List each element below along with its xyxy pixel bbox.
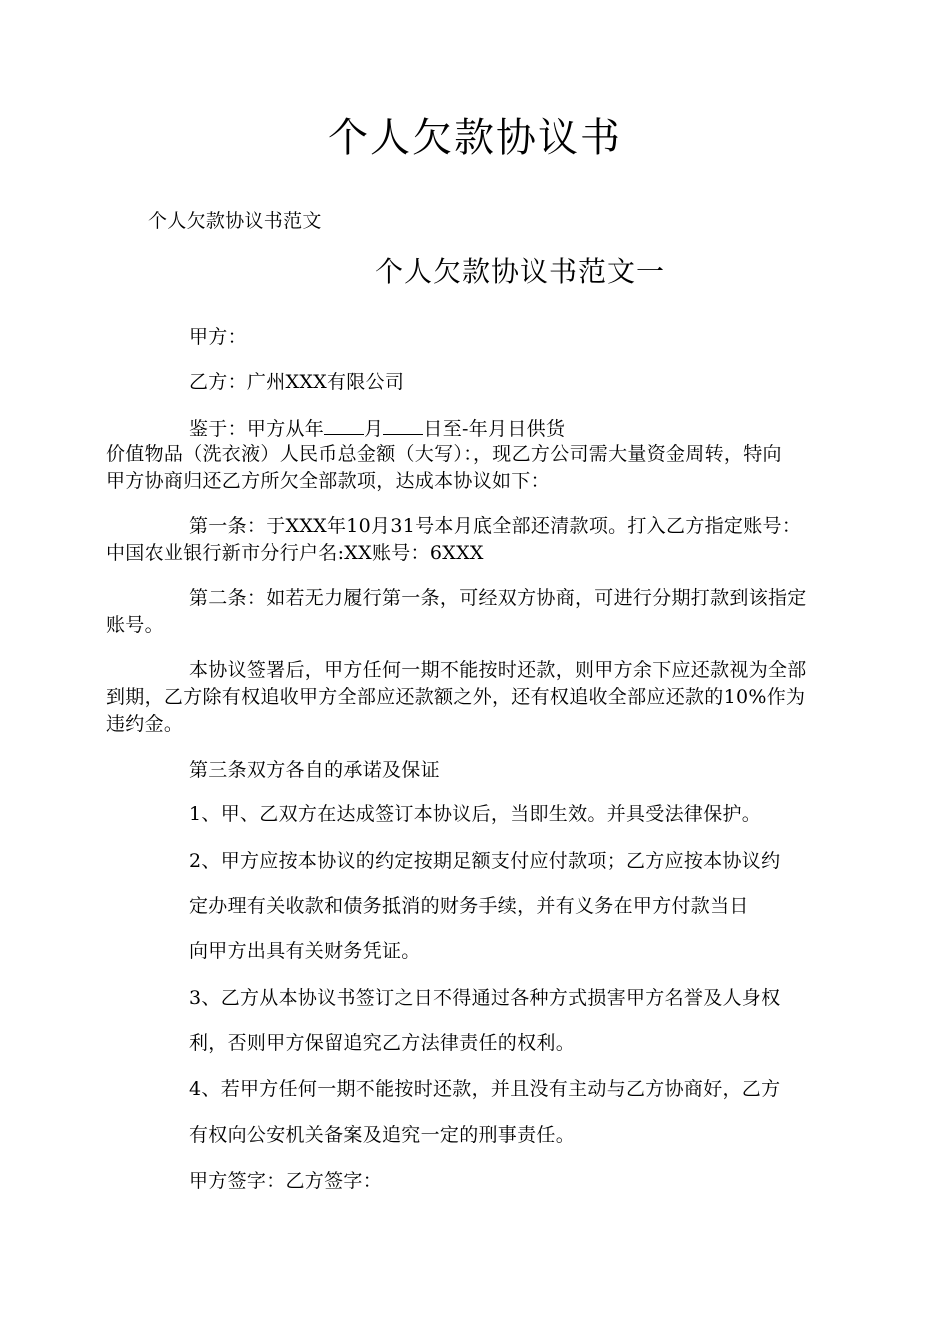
penalty-line-1: 本协议签署后，甲方任何一期不能按时还款，则甲方余下应还款视为全部 xyxy=(189,659,807,681)
penalty-line-3: 违约金。 xyxy=(106,713,184,735)
article1-line-2: 中国农业银行新市分行户名:XX账号：6XXX xyxy=(106,542,484,564)
signature-line: 甲方签字：乙方签字： xyxy=(189,1170,383,1192)
article2-line-2: 账号。 xyxy=(106,614,164,636)
party-b-line: 乙方：广州XXX有限公司 xyxy=(189,371,405,393)
blank-field-month xyxy=(383,418,423,435)
item1-line: 1、甲、乙双方在达成签订本协议后，当即生效。并具受法律保护。 xyxy=(189,803,762,825)
item3-line-1: 3、乙方从本协议书签订之日不得通过各种方式损害甲方名誉及人身权 xyxy=(189,987,781,1009)
item4-line-1: 4、若甲方任何一期不能按时还款，并且没有主动与乙方协商好，乙方 xyxy=(189,1078,781,1100)
whereas-prefix: 鉴于：甲方从年 xyxy=(189,418,325,440)
whereas-line-2: 价值物品（洗衣液）人民币总金额（大写）：，现乙方公司需大量资金周转，特向 xyxy=(106,443,782,465)
whereas-mid2: 日至-年月日供货 xyxy=(423,418,566,440)
item4-line-2: 有权向公安机关备案及追究一定的刑事责任。 xyxy=(189,1124,576,1146)
item2-line-3: 向甲方出具有关财务凭证。 xyxy=(189,940,421,962)
article1-line-1: 第一条：于XXX年10月31号本月底全部还清款项。打入乙方指定账号： xyxy=(189,515,802,537)
whereas-line-3: 甲方协商归还乙方所欠全部款项，达成本协议如下： xyxy=(106,470,550,492)
item2-line-2: 定办理有关收款和债务抵消的财务手续，并有义务在甲方付款当日 xyxy=(189,895,749,917)
article3-title: 第三条双方各自的承诺及保证 xyxy=(189,759,440,781)
document-subtitle: 个人欠款协议书范文一 xyxy=(374,255,665,288)
document-title: 个人欠款协议书 xyxy=(328,115,622,161)
item2-line-1: 2、甲方应按本协议的约定按期足额支付应付款项；乙方应按本协议约 xyxy=(189,850,781,872)
item3-line-2: 利，否则甲方保留追究乙方法律责任的权利。 xyxy=(189,1032,576,1054)
blank-field-year xyxy=(324,418,364,435)
penalty-line-2: 到期，乙方除有权追收甲方全部应还款额之外，还有权追收全部应还款的10%作为 xyxy=(106,686,806,708)
article2-line-1: 第二条：如若无力履行第一条，可经双方协商，可进行分期打款到该指定 xyxy=(189,587,807,609)
intro-line: 个人欠款协议书范文 xyxy=(148,210,322,232)
whereas-line-1 xyxy=(189,418,565,439)
party-a-line: 甲方： xyxy=(189,326,247,348)
whereas-mid1: 月 xyxy=(364,418,384,440)
